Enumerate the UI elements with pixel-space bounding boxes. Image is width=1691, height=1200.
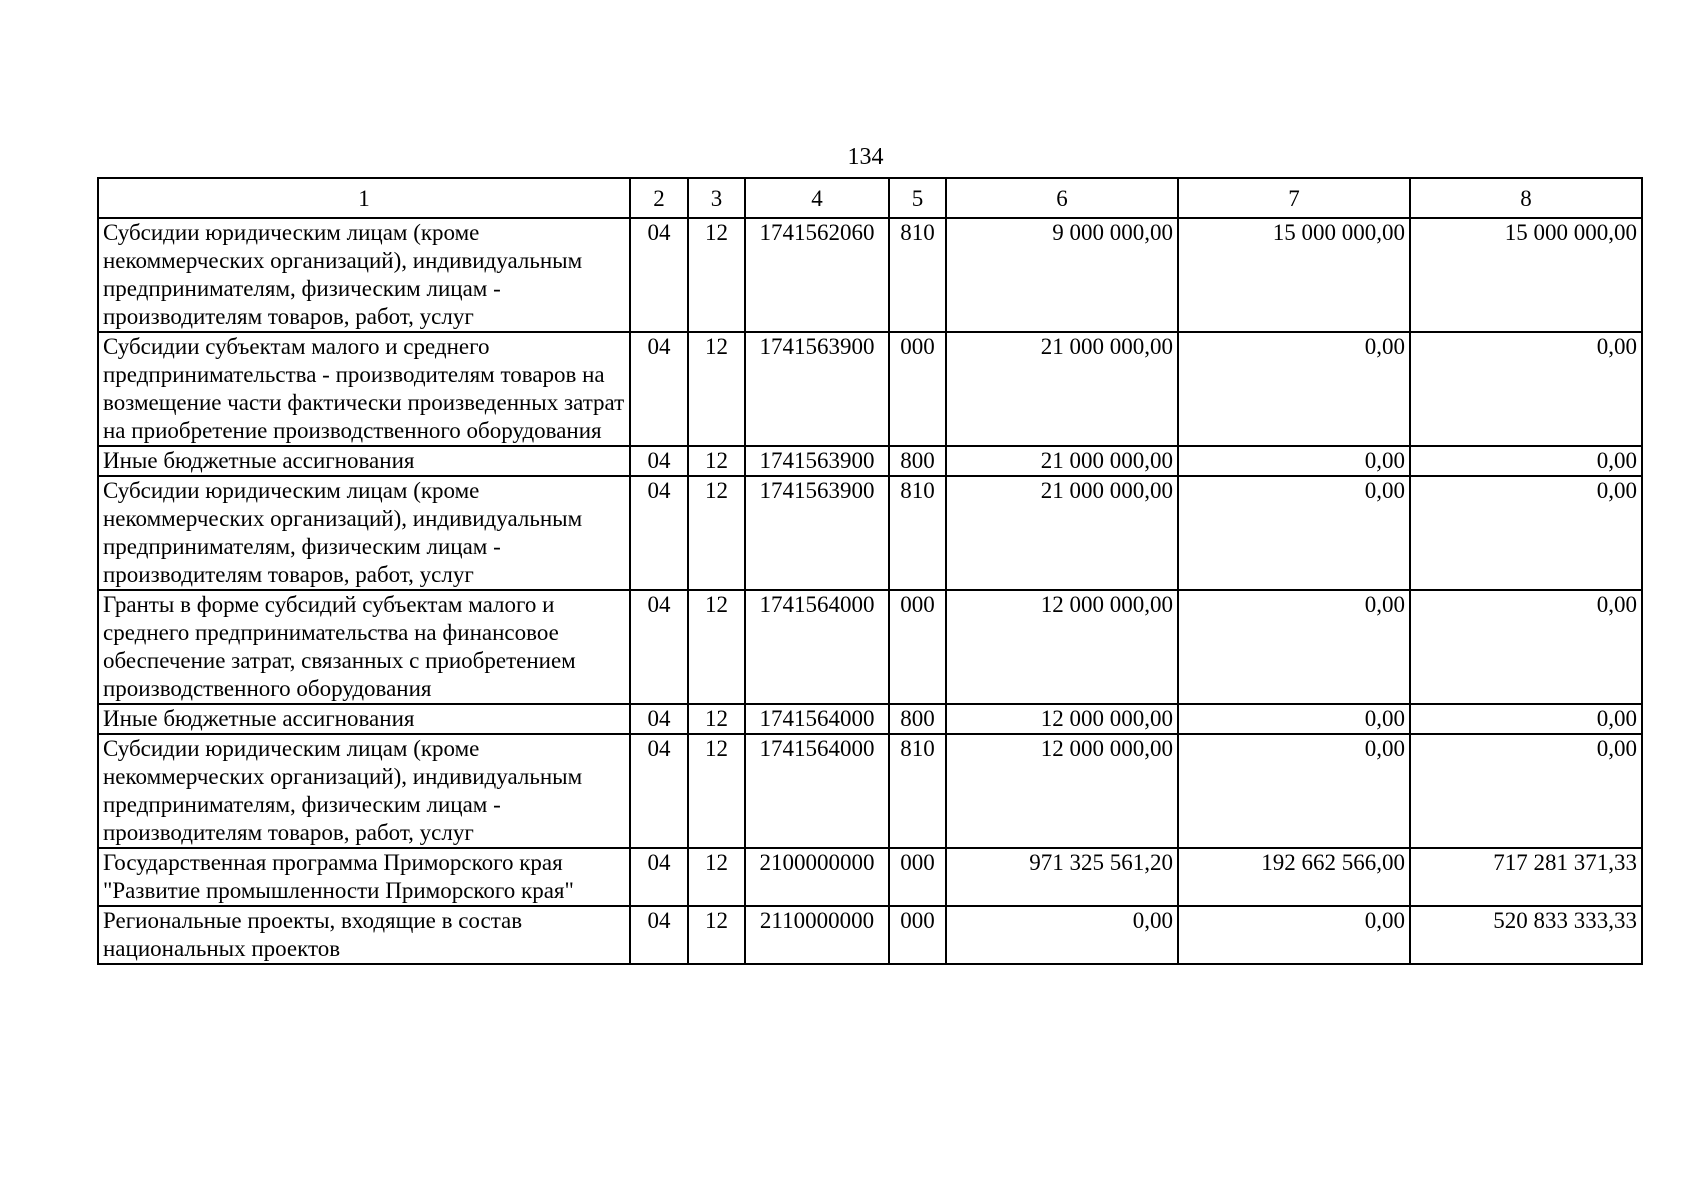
- row-target-code: 1741564000: [745, 704, 889, 734]
- row-section-code: 04: [630, 332, 688, 446]
- row-name: Иные бюджетные ассигнования: [98, 446, 630, 476]
- header-cell: 6: [946, 178, 1178, 218]
- row-amount-col8: 520 833 333,33: [1410, 906, 1642, 964]
- row-amount-col6: 21 000 000,00: [946, 332, 1178, 446]
- row-expense-type-code: 810: [889, 218, 946, 332]
- row-expense-type-code: 810: [889, 476, 946, 590]
- table-row: [98, 218, 1642, 332]
- table-row: [98, 446, 1642, 476]
- header-cell: 4: [745, 178, 889, 218]
- row-amount-col7: 192 662 566,00: [1178, 848, 1410, 906]
- row-section-code: 04: [630, 906, 688, 964]
- header-cell: 5: [889, 178, 946, 218]
- row-amount-col7: 0,00: [1178, 734, 1410, 848]
- row-amount-col7: 0,00: [1178, 704, 1410, 734]
- row-amount-col7: 15 000 000,00: [1178, 218, 1410, 332]
- row-subsection-code: 12: [688, 848, 745, 906]
- row-expense-type-code: 800: [889, 704, 946, 734]
- row-name: Иные бюджетные ассигнования: [98, 704, 630, 734]
- row-subsection-code: 12: [688, 704, 745, 734]
- row-section-code: 04: [630, 218, 688, 332]
- row-expense-type-code: 000: [889, 906, 946, 964]
- row-expense-type-code: 000: [889, 332, 946, 446]
- row-amount-col6: 0,00: [946, 906, 1178, 964]
- row-subsection-code: 12: [688, 218, 745, 332]
- row-target-code: 1741563900: [745, 476, 889, 590]
- row-amount-col6: 971 325 561,20: [946, 848, 1178, 906]
- row-name: Государственная программа Приморского края "Развитие промышленности Приморского края": [98, 848, 630, 906]
- row-name: Гранты в форме субсидий субъектам малого и среднего предпринимательства на финансовое обеспечение затрат, связанных с приобретением производственного оборудования: [98, 590, 630, 704]
- header-cell: 3: [688, 178, 745, 218]
- row-amount-col6: 21 000 000,00: [946, 476, 1178, 590]
- header-row: [98, 178, 1642, 218]
- row-section-code: 04: [630, 734, 688, 848]
- row-subsection-code: 12: [688, 476, 745, 590]
- row-amount-col8: 15 000 000,00: [1410, 218, 1642, 332]
- table-row: [98, 906, 1642, 964]
- row-name: Региональные проекты, входящие в состав национальных проектов: [98, 906, 630, 964]
- row-subsection-code: 12: [688, 332, 745, 446]
- row-amount-col8: 0,00: [1410, 332, 1642, 446]
- row-amount-col8: 0,00: [1410, 590, 1642, 704]
- budget-table: [97, 177, 1643, 965]
- row-section-code: 04: [630, 848, 688, 906]
- row-amount-col6: 12 000 000,00: [946, 734, 1178, 848]
- row-name: Субсидии юридическим лицам (кроме некоммерческих организаций), индивидуальным предпринимателям, физическим лицам - производителям товаров, работ, услуг: [98, 218, 630, 332]
- row-name: Субсидии юридическим лицам (кроме некоммерческих организаций), индивидуальным предпринимателям, физическим лицам - производителям товаров, работ, услуг: [98, 734, 630, 848]
- row-amount-col6: 12 000 000,00: [946, 704, 1178, 734]
- row-amount-col7: 0,00: [1178, 590, 1410, 704]
- row-amount-col7: 0,00: [1178, 906, 1410, 964]
- row-amount-col6: 9 000 000,00: [946, 218, 1178, 332]
- row-target-code: 2100000000: [745, 848, 889, 906]
- table-row: [98, 848, 1642, 906]
- row-amount-col7: 0,00: [1178, 476, 1410, 590]
- table-row: [98, 332, 1642, 446]
- row-subsection-code: 12: [688, 446, 745, 476]
- row-amount-col8: 0,00: [1410, 446, 1642, 476]
- row-target-code: 1741563900: [745, 446, 889, 476]
- row-target-code: 1741564000: [745, 734, 889, 848]
- row-expense-type-code: 000: [889, 848, 946, 906]
- row-subsection-code: 12: [688, 906, 745, 964]
- row-target-code: 1741562060: [745, 218, 889, 332]
- row-section-code: 04: [630, 590, 688, 704]
- row-section-code: 04: [630, 476, 688, 590]
- header-cell: 7: [1178, 178, 1410, 218]
- row-section-code: 04: [630, 446, 688, 476]
- table-row: [98, 734, 1642, 848]
- row-subsection-code: 12: [688, 734, 745, 848]
- row-amount-col6: 12 000 000,00: [946, 590, 1178, 704]
- table-row: [98, 590, 1642, 704]
- row-amount-col7: 0,00: [1178, 332, 1410, 446]
- row-name: Субсидии юридическим лицам (кроме некоммерческих организаций), индивидуальным предпринимателям, физическим лицам - производителям товаров, работ, услуг: [98, 476, 630, 590]
- row-name: Субсидии субъектам малого и среднего предпринимательства - производителям товаров на возмещение части фактически произведенных затрат на приобретение производственного оборудования: [98, 332, 630, 446]
- header-cell: 1: [98, 178, 630, 218]
- table-row: [98, 476, 1642, 590]
- row-amount-col8: 717 281 371,33: [1410, 848, 1642, 906]
- row-subsection-code: 12: [688, 590, 745, 704]
- row-amount-col7: 0,00: [1178, 446, 1410, 476]
- row-amount-col8: 0,00: [1410, 476, 1642, 590]
- page-number: 134: [847, 144, 884, 170]
- row-target-code: 2110000000: [745, 906, 889, 964]
- row-expense-type-code: 000: [889, 590, 946, 704]
- header-cell: 2: [630, 178, 688, 218]
- row-target-code: 1741563900: [745, 332, 889, 446]
- row-target-code: 1741564000: [745, 590, 889, 704]
- row-section-code: 04: [630, 704, 688, 734]
- row-amount-col8: 0,00: [1410, 704, 1642, 734]
- row-amount-col8: 0,00: [1410, 734, 1642, 848]
- header-cell: 8: [1410, 178, 1642, 218]
- table-row: [98, 704, 1642, 734]
- row-expense-type-code: 810: [889, 734, 946, 848]
- row-expense-type-code: 800: [889, 446, 946, 476]
- row-amount-col6: 21 000 000,00: [946, 446, 1178, 476]
